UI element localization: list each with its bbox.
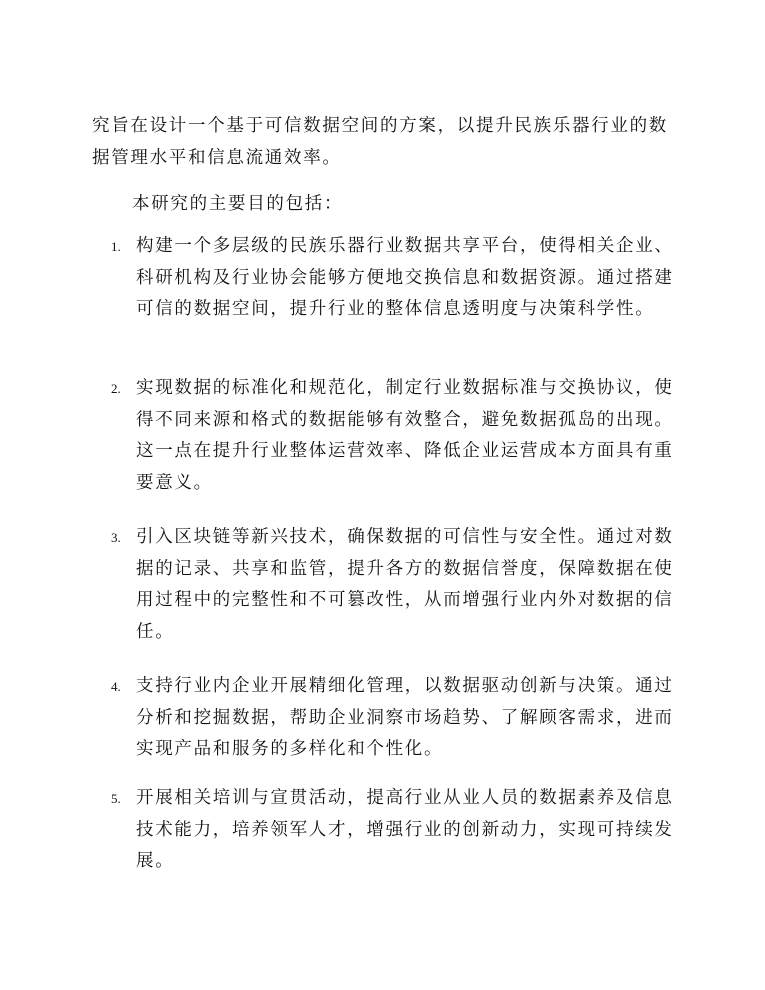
list-item-number: 5. bbox=[111, 791, 121, 806]
list-item-text: 引入区块链等新兴技术，确保数据的可信性与安全性。通过对数据的记录、共享和监管，提升各方的数据信誉度，保障数据在使用过程中的完整性和不可篡改性，从而增强行业内外对数据的信任。 bbox=[136, 527, 674, 642]
list-item-number: 3. bbox=[111, 530, 121, 545]
list-item-number: 1. bbox=[111, 239, 121, 254]
list-item-number: 2. bbox=[111, 381, 121, 396]
list-item-text: 开展相关培训与宣贯活动，提高行业从业人员的数据素养及信息技术能力，培养领军人才，增强行业的创新动力，实现可持续发展。 bbox=[136, 788, 674, 871]
list-item-text: 构建一个多层级的民族乐器行业数据共享平台，使得相关企业、科研机构及行业协会能够方便地交换信息和数据资源。通过搭建可信的数据空间，提升行业的整体信息透明度与决策科学性。 bbox=[136, 236, 674, 319]
list-item-text: 实现数据的标准化和规范化，制定行业数据标准与交换协议，使得不同来源和格式的数据能够有效整合，避免数据孤岛的出现。这一点在提升行业整体运营效率、降低企业运营成本方面具有重要意义。 bbox=[136, 378, 674, 493]
opening-paragraph: 究旨在设计一个基于可信数据空间的方案，以提升民族乐器行业的数据管理水平和信息流通效率。 bbox=[92, 116, 668, 168]
objectives-intro: 本研究的主要目的包括： bbox=[132, 194, 344, 214]
list-item-number: 4. bbox=[111, 679, 121, 694]
list-item-text: 支持行业内企业开展精细化管理，以数据驱动创新与决策。通过分析和挖掘数据，帮助企业洞察市场趋势、了解顾客需求，进而实现产品和服务的多样化和个性化。 bbox=[136, 676, 674, 759]
